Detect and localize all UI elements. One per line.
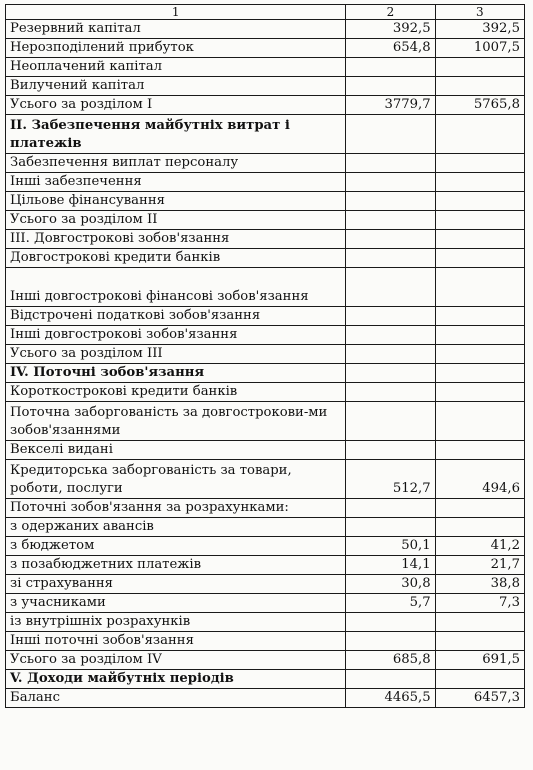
value-col-2: 512,7 — [346, 460, 435, 499]
value-col-3 — [435, 499, 524, 518]
row-label: Резервний капітал — [6, 20, 346, 39]
row-label: Баланс — [6, 689, 346, 708]
row-label: Забезпечення виплат персоналу — [6, 154, 346, 173]
value-col-2 — [346, 249, 435, 268]
table-row — [6, 58, 525, 77]
value-col-3: 21,7 — [435, 556, 524, 575]
value-col-2 — [346, 58, 435, 77]
header-col-2: 2 — [346, 5, 435, 20]
value-col-2 — [346, 77, 435, 96]
table-row — [6, 402, 525, 441]
value-col-3 — [435, 154, 524, 173]
value-col-2: 3779,7 — [346, 96, 435, 115]
row-label: Поточна заборгованість за довгострокови-ми зобов'язаннями — [6, 402, 346, 441]
table-row — [6, 651, 525, 670]
row-label: II. Забезпечення майбутніх витрат і платежів — [6, 115, 346, 154]
value-col-2 — [346, 211, 435, 230]
table-body — [6, 5, 525, 708]
table-row — [6, 192, 525, 211]
value-col-3 — [435, 326, 524, 345]
table-row — [6, 20, 525, 39]
table-row — [6, 518, 525, 537]
value-col-3: 38,8 — [435, 575, 524, 594]
table-header-row — [6, 5, 525, 20]
value-col-2 — [346, 154, 435, 173]
value-col-3 — [435, 249, 524, 268]
table-row — [6, 268, 525, 307]
value-col-2 — [346, 173, 435, 192]
value-col-3: 691,5 — [435, 651, 524, 670]
value-col-2: 685,8 — [346, 651, 435, 670]
row-label: Кредиторська заборгованість за товари, роботи, послуги — [6, 460, 346, 499]
value-col-2 — [346, 192, 435, 211]
value-col-3: 5765,8 — [435, 96, 524, 115]
value-col-2: 392,5 — [346, 20, 435, 39]
value-col-2 — [346, 268, 435, 307]
value-col-2 — [346, 307, 435, 326]
value-col-2 — [346, 518, 435, 537]
value-col-3 — [435, 670, 524, 689]
table-row — [6, 230, 525, 249]
row-label: Усього за розділом II — [6, 211, 346, 230]
value-col-3 — [435, 345, 524, 364]
value-col-2: 654,8 — [346, 39, 435, 58]
value-col-3 — [435, 77, 524, 96]
row-label: з учасниками — [6, 594, 346, 613]
value-col-2 — [346, 115, 435, 154]
value-col-2: 50,1 — [346, 537, 435, 556]
table-row — [6, 115, 525, 154]
row-label: Поточні зобов'язання за розрахунками: — [6, 499, 346, 518]
row-label: III. Довгострокові зобов'язання — [6, 230, 346, 249]
value-col-3 — [435, 58, 524, 77]
row-label: V. Доходи майбутніх періодів — [6, 670, 346, 689]
value-col-2: 30,8 — [346, 575, 435, 594]
value-col-3 — [435, 613, 524, 632]
table-row — [6, 537, 525, 556]
value-col-3: 7,3 — [435, 594, 524, 613]
header-col-1: 1 — [6, 5, 346, 20]
value-col-3 — [435, 115, 524, 154]
value-col-3: 494,6 — [435, 460, 524, 499]
value-col-2 — [346, 402, 435, 441]
value-col-3 — [435, 211, 524, 230]
table-row — [6, 154, 525, 173]
table-row — [6, 364, 525, 383]
table-row — [6, 670, 525, 689]
value-col-3 — [435, 230, 524, 249]
value-col-3 — [435, 402, 524, 441]
table-row — [6, 345, 525, 364]
row-label: Короткострокові кредити банків — [6, 383, 346, 402]
value-col-3 — [435, 383, 524, 402]
header-col-3: 3 — [435, 5, 524, 20]
table-row — [6, 383, 525, 402]
value-col-2 — [346, 364, 435, 383]
value-col-2 — [346, 345, 435, 364]
value-col-2 — [346, 326, 435, 345]
value-col-3 — [435, 364, 524, 383]
row-label: з бюджетом — [6, 537, 346, 556]
table-row — [6, 499, 525, 518]
table-row — [6, 594, 525, 613]
value-col-3 — [435, 173, 524, 192]
value-col-2 — [346, 441, 435, 460]
table-row — [6, 326, 525, 345]
value-col-3: 41,2 — [435, 537, 524, 556]
table-row — [6, 39, 525, 58]
value-col-2: 5,7 — [346, 594, 435, 613]
value-col-2 — [346, 383, 435, 402]
table-row — [6, 211, 525, 230]
value-col-3 — [435, 518, 524, 537]
row-label: Векселі видані — [6, 441, 346, 460]
value-col-3: 392,5 — [435, 20, 524, 39]
value-col-2 — [346, 499, 435, 518]
row-label: Відстрочені податкові зобов'язання — [6, 307, 346, 326]
table-row — [6, 460, 525, 499]
row-label: із внутрішніх розрахунків — [6, 613, 346, 632]
value-col-3 — [435, 632, 524, 651]
table-row — [6, 632, 525, 651]
row-label: Цільове фінансування — [6, 192, 346, 211]
table-row — [6, 77, 525, 96]
value-col-3 — [435, 307, 524, 326]
value-col-3: 1007,5 — [435, 39, 524, 58]
value-col-3: 6457,3 — [435, 689, 524, 708]
row-label: зі страхування — [6, 575, 346, 594]
row-label: Довгострокові кредити банків — [6, 249, 346, 268]
value-col-3 — [435, 192, 524, 211]
balance-sheet-table — [5, 4, 525, 708]
table-row — [6, 173, 525, 192]
row-label: Інші забезпечення — [6, 173, 346, 192]
row-label: Інші поточні зобов'язання — [6, 632, 346, 651]
table-row — [6, 96, 525, 115]
table-row — [6, 249, 525, 268]
table-row — [6, 689, 525, 708]
value-col-3 — [435, 268, 524, 307]
row-label: Усього за розділом III — [6, 345, 346, 364]
table-row — [6, 556, 525, 575]
row-label: Неоплачений капітал — [6, 58, 346, 77]
row-label: Усього за розділом IV — [6, 651, 346, 670]
row-label: Інші довгострокові фінансові зобов'язання — [6, 268, 346, 307]
row-label: з позабюджетних платежів — [6, 556, 346, 575]
value-col-2 — [346, 230, 435, 249]
value-col-3 — [435, 441, 524, 460]
table-row — [6, 575, 525, 594]
row-label: Усього за розділом I — [6, 96, 346, 115]
table-row — [6, 613, 525, 632]
value-col-2 — [346, 632, 435, 651]
table-row — [6, 307, 525, 326]
value-col-2: 14,1 — [346, 556, 435, 575]
row-label: Нерозподілений прибуток — [6, 39, 346, 58]
value-col-2 — [346, 670, 435, 689]
table-row — [6, 441, 525, 460]
row-label: з одержаних авансів — [6, 518, 346, 537]
row-label: Інші довгострокові зобов'язання — [6, 326, 346, 345]
row-label: IV. Поточні зобов'язання — [6, 364, 346, 383]
value-col-2 — [346, 613, 435, 632]
value-col-2: 4465,5 — [346, 689, 435, 708]
row-label: Вилучений капітал — [6, 77, 346, 96]
